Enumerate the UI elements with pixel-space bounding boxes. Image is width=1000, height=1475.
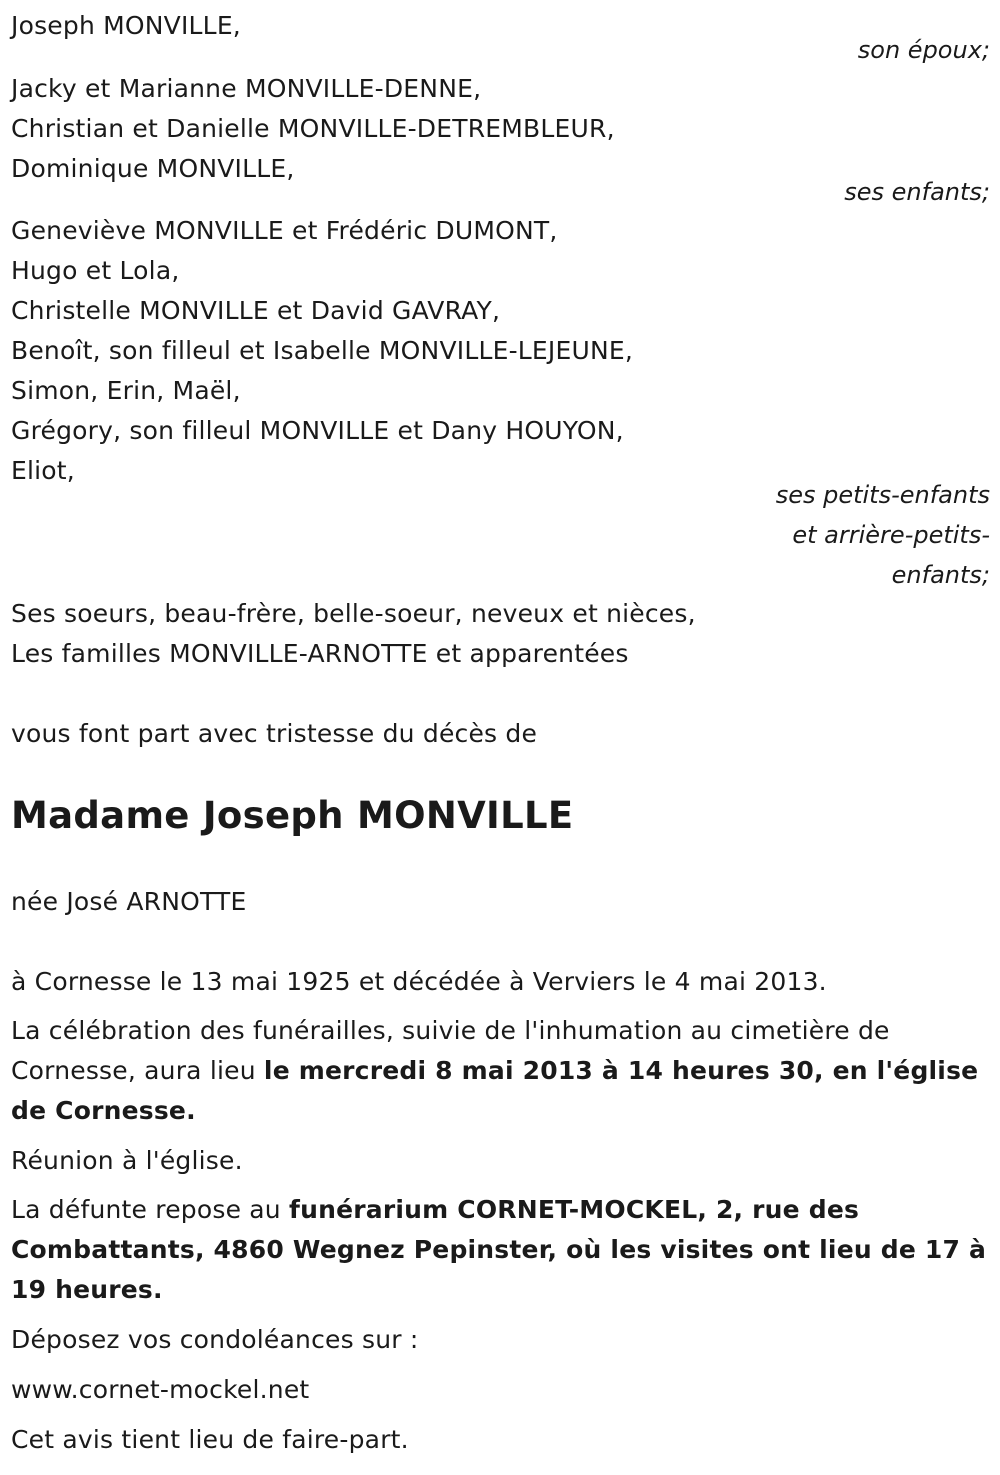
children-relation: ses enfants; xyxy=(844,178,990,206)
born-name: née José ARNOTTE xyxy=(11,887,247,916)
family-line: Les familles MONVILLE-ARNOTTE et apparentées xyxy=(11,639,629,668)
grandchildren-relation-line: ses petits-enfants xyxy=(775,481,990,509)
grandchild-line: Geneviève MONVILLE et Frédéric DUMONT, xyxy=(11,216,558,245)
grandchild-line: Christelle MONVILLE et David GAVRAY, xyxy=(11,296,501,325)
reunion-text: Réunion à l'église. xyxy=(11,1146,243,1175)
birth-death-dates: à Cornesse le 13 mai 1925 et décédée à Verviers le 4 mai 2013. xyxy=(11,967,827,996)
ceremony-paragraph xyxy=(11,1011,996,1131)
deceased-name: Madame Joseph MONVILLE xyxy=(11,794,574,837)
family-line: Ses soeurs, beau-frère, belle-soeur, neveux et nièces, xyxy=(11,599,696,628)
grandchild-line: Eliot, xyxy=(11,456,75,485)
grandchild-line: Hugo et Lola, xyxy=(11,256,180,285)
ceremony-intro: La célébration des funérailles, suivie de l'inhumation au cimetière de Cornesse, aura lieu xyxy=(11,1016,890,1085)
funerarium-intro: La défunte repose au xyxy=(11,1195,290,1224)
spouse-relation: son époux; xyxy=(857,36,990,64)
website-link[interactable]: www.cornet-mockel.net xyxy=(11,1375,310,1404)
grandchild-line: Simon, Erin, Maël, xyxy=(11,376,241,405)
condolences-text: Déposez vos condoléances sur : xyxy=(11,1325,419,1354)
funerarium-paragraph xyxy=(11,1190,996,1310)
child-line: Christian et Danielle MONVILLE-DETREMBLEUR, xyxy=(11,114,615,143)
child-line: Jacky et Marianne MONVILLE-DENNE, xyxy=(11,74,482,103)
announcement-text: vous font part avec tristesse du décès de xyxy=(11,719,538,748)
grandchildren-relation-line: et arrière-petits- xyxy=(792,521,990,549)
child-line: Dominique MONVILLE, xyxy=(11,154,295,183)
grandchild-line: Grégory, son filleul MONVILLE et Dany HOUYON, xyxy=(11,416,624,445)
grandchildren-relation-line: enfants; xyxy=(891,561,990,589)
ceremony-details: le mercredi 8 mai 2013 à 14 heures 30, en l'église de Cornesse. xyxy=(11,1056,979,1125)
closing-text: Cet avis tient lieu de faire-part. xyxy=(11,1425,409,1454)
spouse-name: Joseph MONVILLE, xyxy=(11,11,241,40)
grandchild-line: Benoît, son filleul et Isabelle MONVILLE-LEJEUNE, xyxy=(11,336,634,365)
funerarium-details: funérarium CORNET-MOCKEL, 2, rue des Combattants, 4860 Wegnez Pepinster, où les visites ont lieu de 17 à 19 heures. xyxy=(11,1195,987,1304)
